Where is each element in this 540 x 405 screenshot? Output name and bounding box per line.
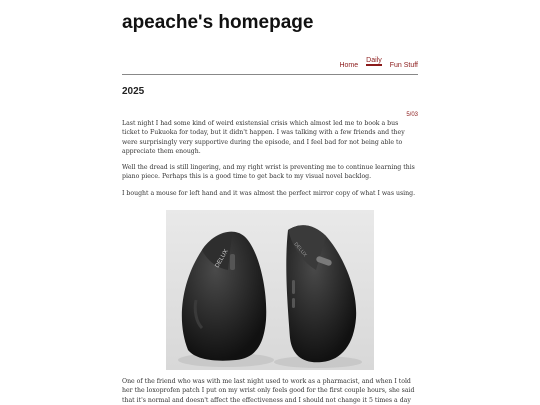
- site-title: apeache's homepage: [122, 12, 314, 33]
- nav-fun-stuff-link[interactable]: Fun Stuff: [389, 62, 418, 69]
- main-nav: [339, 57, 418, 69]
- nav-home-link[interactable]: Home: [339, 62, 359, 69]
- entry-paragraph: Well the dread is still lingering, and my right wrist is preventing me to continue learning this piano piece. Perhaps this is a good time to get back to my visual novel backlog.: [122, 164, 415, 181]
- entry-paragraph: Last night I had some kind of weird existensial crisis which almost led me to book a bus ticket to Fukuoka for today, but it didn't happen. I was talking with a few friends and they were surprisingly very supportive during the episode, and I feel bad for not being able to appreciate them enough.: [122, 120, 405, 155]
- header-divider: [122, 74, 418, 75]
- entry-paragraph: I bought a mouse for left hand and it was almost the perfect mirror copy of what I was using.: [122, 189, 416, 197]
- entry-paragraph-continued: One of the friend who was with me last night used to work as a pharmacist, and when I told her the loxoprofen patch I put on my wrist only feels good for the first couple hours, she said that it's normal and doesn't affect the effectiveness and I should not change it 5 times a day: [122, 378, 415, 404]
- left-mouse-label: DELUX: [214, 248, 230, 269]
- nav-daily-link[interactable]: Daily: [366, 57, 382, 64]
- year-heading: 2025: [122, 86, 145, 97]
- right-mouse-label: DELUX: [292, 241, 308, 259]
- mouse-photo-image: [166, 210, 374, 370]
- entry-date: 5/03: [406, 112, 418, 118]
- mouse-photo: [166, 210, 374, 370]
- entry-body: [122, 119, 418, 205]
